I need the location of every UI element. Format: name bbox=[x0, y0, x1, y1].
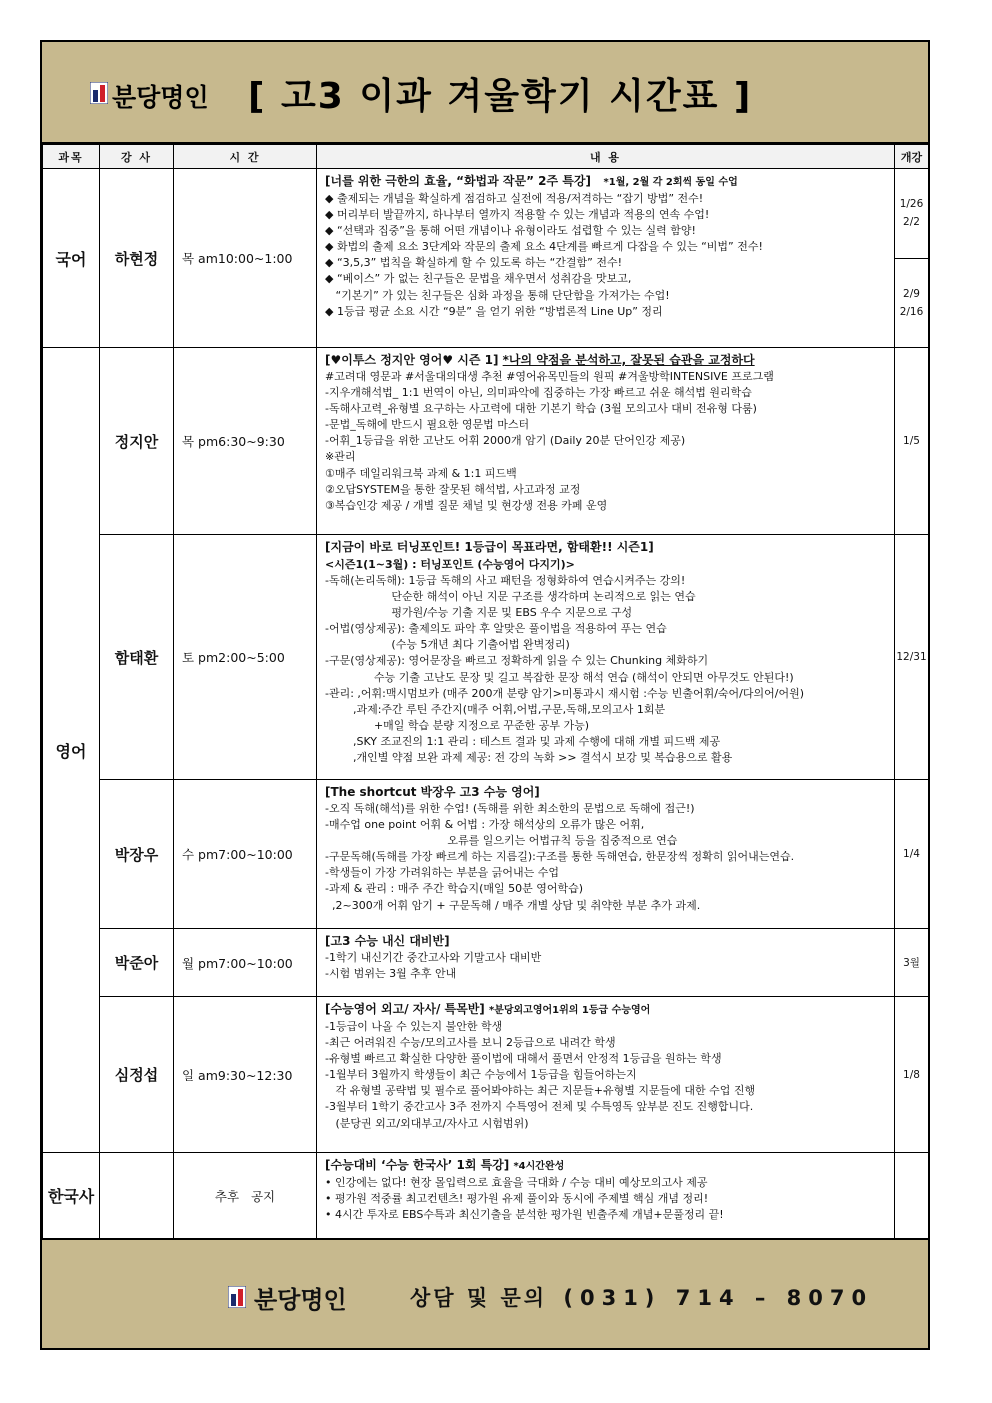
teacher-name: 하현정 bbox=[100, 169, 174, 348]
page-title: [ 고3 이과 겨울학기 시간표 ] bbox=[248, 76, 753, 117]
course-heading: [The shortcut 박장우 고3 수능 영어] bbox=[325, 785, 540, 799]
class-time: 수 pm7:00~10:00 bbox=[174, 780, 317, 929]
course-content: [♥이투스 정지안 영어♥ 시즌 1] *나의 약점을 분석하고, 잘못된 습관을 교정하다 #고려대 영문과 #서울대의대생 추천 #영어유목민들의 원픽 #겨울방학INTENSIVE 프로그램 -지우개해석법_ 1:1 번역이 아닌, 의미파악에 집중하는 가장 빠르고 쉬운 해석법 원리학습 -독해사고력_유형별 요구하는 사고력에 대한 기본기 학습 (3월 모의고사 대비 전유형 다룸) -문법_독해에 반드시 필요한 영문법 마스터 -어휘_1등급을 위한 고난도 어휘 2000개 암기 (Daily 20분 단어인강 제공) ※관리 ①매주 데일리워크북 과제 & 1:1 피드백 ②오답SYSTEM을 통한 잘못된 해석법, 사고과정 교정 ③복습인강 제공 / 개별 질문 채널 및 현강생 전용 카페 운영 bbox=[317, 348, 895, 535]
open-date: 1/4 bbox=[895, 780, 929, 929]
brand-logo-icon bbox=[90, 82, 108, 104]
course-heading: [수능영어 외고/ 자사/ 특목반] *분당외고영어1위의 1등급 수능영어 bbox=[325, 1002, 651, 1016]
table-row bbox=[43, 169, 929, 348]
subject-korean: 국어 bbox=[43, 169, 100, 348]
teacher-name: 박준아 bbox=[100, 929, 174, 997]
footer-brand-name: 분당명인 bbox=[254, 1286, 347, 1314]
teacher-name: 심정섭 bbox=[100, 997, 174, 1153]
open-date: 12/31 bbox=[895, 535, 929, 780]
course-content: [고3 수능 내신 대비반] -1학기 내신기간 중간고사와 기말고사 대비반 -시험 범위는 3월 추후 안내 bbox=[317, 929, 895, 997]
subject-english: 영어 bbox=[43, 348, 100, 1153]
open-date bbox=[895, 1153, 929, 1239]
course-heading: [너를 위한 극한의 효율, “화법과 작문” 2주 특강] *1월, 2월 각 2회씩 동일 수업 bbox=[325, 174, 738, 188]
header-content: 내 용 bbox=[317, 145, 895, 169]
header-teacher: 강 사 bbox=[100, 145, 174, 169]
teacher-name: 함태환 bbox=[100, 535, 174, 780]
course-content: [수능영어 외고/ 자사/ 특목반] *분당외고영어1위의 1등급 수능영어 -1등급이 나올 수 있는지 불안한 학생 -최근 어려워진 수능/모의고사를 보니 2등급으로 내려간 학생 -유형별 빠르고 확실한 다양한 풀이법에 대해서 풀면서 안정적 1등급을 원하는 학생 -1월부터 3월까지 학생들이 최근 수능에서 1등급을 힘들어하는지 각 유형별 공략법 및 필수로 풀어봐야하는 최근 지문들+유형별 지문들에 대한 수업 진행 -3월부터 1학기 중간고사 3주 전까지 수특영어 전체 및 수특영독 앞부분 진도 진행합니다. (분당권 외고/외대부고/자사고 시험범위) bbox=[317, 997, 895, 1153]
open-date: 1/26 2/2 2/9 2/16 bbox=[895, 169, 929, 348]
brand-logo-icon bbox=[228, 1286, 246, 1308]
course-content: [수능대비 ‘수능 한국사’ 1회 특강] *4시간완성 • 인강에는 없다! 현장 몰입력으로 효율을 극대화 / 수능 대비 예상모의고사 제공 • 평가원 적중률 최고컨텐츠! 평가원 유제 풀이와 동시에 주제별 핵심 개념 정리! • 4시간 투자로 EBS수특과 최신기출을 분석한 평가원 빈출주제 개념+문풀정리 끝! bbox=[317, 1153, 895, 1239]
teacher-name: 박장우 bbox=[100, 780, 174, 929]
course-content: [The shortcut 박장우 고3 수능 영어] -오직 독해(해석)를 위한 수업! (독해를 위한 최소한의 문법으로 독해에 접근!) -매수업 one point 어휘 & 어법 : 가장 해석상의 오류가 많은 어휘, 오류를 일으키는 어법규칙 등을 집중적으로 연습 -구문독해(독해를 가장 빠르게 하는 지름길):구조를 통한 독해연습, 한문장씩 정확히 읽어내는연습. -학생들이 가장 가려워하는 부분을 긁어내는 수업 -과제 & 관리 : 매주 주간 학습지(매일 50분 영어학습) ,2~300개 어휘 암기 + 구문독해 / 매주 개별 상담 및 취약한 부분 추가 과제. bbox=[317, 780, 895, 929]
subject-history: 한국사 bbox=[43, 1153, 100, 1239]
contact-info bbox=[410, 1282, 873, 1312]
header-time: 시 간 bbox=[174, 145, 317, 169]
course-heading: [수능대비 ‘수능 한국사’ 1회 특강] *4시간완성 bbox=[325, 1158, 565, 1172]
table-row bbox=[43, 929, 929, 997]
open-date: 3월 bbox=[895, 929, 929, 997]
class-time: 토 pm2:00~5:00 bbox=[174, 535, 317, 780]
header-subject: 과목 bbox=[43, 145, 100, 169]
class-time: 일 am9:30~12:30 bbox=[174, 997, 317, 1153]
course-heading: [고3 수능 내신 대비반] bbox=[325, 934, 450, 948]
table-row bbox=[43, 780, 929, 929]
class-time: 월 pm7:00~10:00 bbox=[174, 929, 317, 997]
timetable-page bbox=[40, 40, 930, 1350]
open-date: 1/8 bbox=[895, 997, 929, 1153]
course-heading: [지금이 바로 터닝포인트! 1등급이 목표라면, 함태환!! 시즌1] bbox=[325, 540, 654, 554]
schedule-table bbox=[42, 144, 929, 1239]
class-time: 추후 공지 bbox=[174, 1153, 317, 1239]
course-content: [너를 위한 극한의 효율, “화법과 작문” 2주 특강] *1월, 2월 각 2회씩 동일 수업 ◆ 출제되는 개념을 확실하게 점검하고 실전에 적용/저격하는 “잡기 방법” 전수! ◆ 머리부터 발끝까지, 하나부터 열까지 적용할 수 있는 개념과 적용의 연속 수업! ◆ “선택과 집중”을 통해 어떤 개념이나 유형이라도 섭렵할 수 있는 실력 함양! ◆ 화법의 출제 요소 3단계와 작문의 출제 요소 4단계를 빠르게 다잡을 수 있는 “비법” 전수! ◆ “3,5,3” 법칙을 확실하게 할 수 있도록 하는 “간결함” 전수! ◆ “베이스” 가 없는 친구들은 문법을 채우면서 성취감을 맛보고, “기본기” 가 있는 친구들은 심화 과정을 통해 단단함을 가져가는 수업! ◆ 1등급 평균 소요 시간 “9분” 을 얻기 위한 “방법론적 Line Up” 정리 bbox=[317, 169, 895, 348]
teacher-name: 정지안 bbox=[100, 348, 174, 535]
header-open: 개강 bbox=[895, 145, 929, 169]
course-content: [지금이 바로 터닝포인트! 1등급이 목표라면, 함태환!! 시즌1] <시즌1(1~3월) : 터닝포인트 (수능영어 다지기)> -독해(논리독해): 1등급 독해의 사고 패턴을 정형화하여 연습시켜주는 강의! 단순한 해석이 아닌 지문 구조를 생각하며 논리적으로 읽는 연습 평가원/수능 기출 지문 및 EBS 우수 지문으로 구성 -어법(영상제공): 출제의도 파악 후 알맞은 풀이법을 적용하여 푸는 연습 (수능 5개년 최다 기출어법 완벽정리) -구문(영상제공): 영어문장을 빠르고 정확하게 읽을 수 있는 Chunking 체화하기 수능 기출 고난도 문장 및 길고 복잡한 문장 해석 연습 (해석이 안되면 아무것도 안된다!) -관리: ,어휘:맥시멈보카 (매주 200개 분량 암기>미통과시 재시험 :수능 빈출어휘/숙어/다의어/어원) ,과제:주간 루틴 주간지(매주 어휘,어법,구문,독해,모의고사 1회분 +매일 학습 분량 지정으로 꾸준한 공부 가능) ,SKY 조교진의 1:1 관리 : 테스트 결과 및 과제 수행에 대해 개별 피드백 제공 ,개인별 약점 보완 과제 제공: 전 강의 녹화 >> 결석시 보강 및 복습용으로 활용 bbox=[317, 535, 895, 780]
course-subheading: <시즌1(1~3월) : 터닝포인트 (수능영어 다지기)> bbox=[325, 558, 575, 571]
footer-banner bbox=[42, 1238, 928, 1348]
table-row bbox=[43, 1153, 929, 1239]
table-header-row bbox=[43, 145, 929, 169]
brand-name: 분당명인 bbox=[112, 83, 209, 112]
course-heading: [♥이투스 정지안 영어♥ 시즌 1] *나의 약점을 분석하고, 잘못된 습관을 교정하다 bbox=[325, 353, 755, 367]
header-banner bbox=[42, 42, 928, 144]
table-row bbox=[43, 997, 929, 1153]
table-row bbox=[43, 348, 929, 535]
phone-number[interactable]: (031) 714 – 8070 bbox=[563, 1286, 874, 1310]
class-time: 목 am10:00~1:00 bbox=[174, 169, 317, 348]
teacher-name bbox=[100, 1153, 174, 1239]
table-row bbox=[43, 535, 929, 780]
class-time: 목 pm6:30~9:30 bbox=[174, 348, 317, 535]
contact-label: 상담 및 문의 bbox=[410, 1286, 548, 1310]
open-date: 1/5 bbox=[895, 348, 929, 535]
